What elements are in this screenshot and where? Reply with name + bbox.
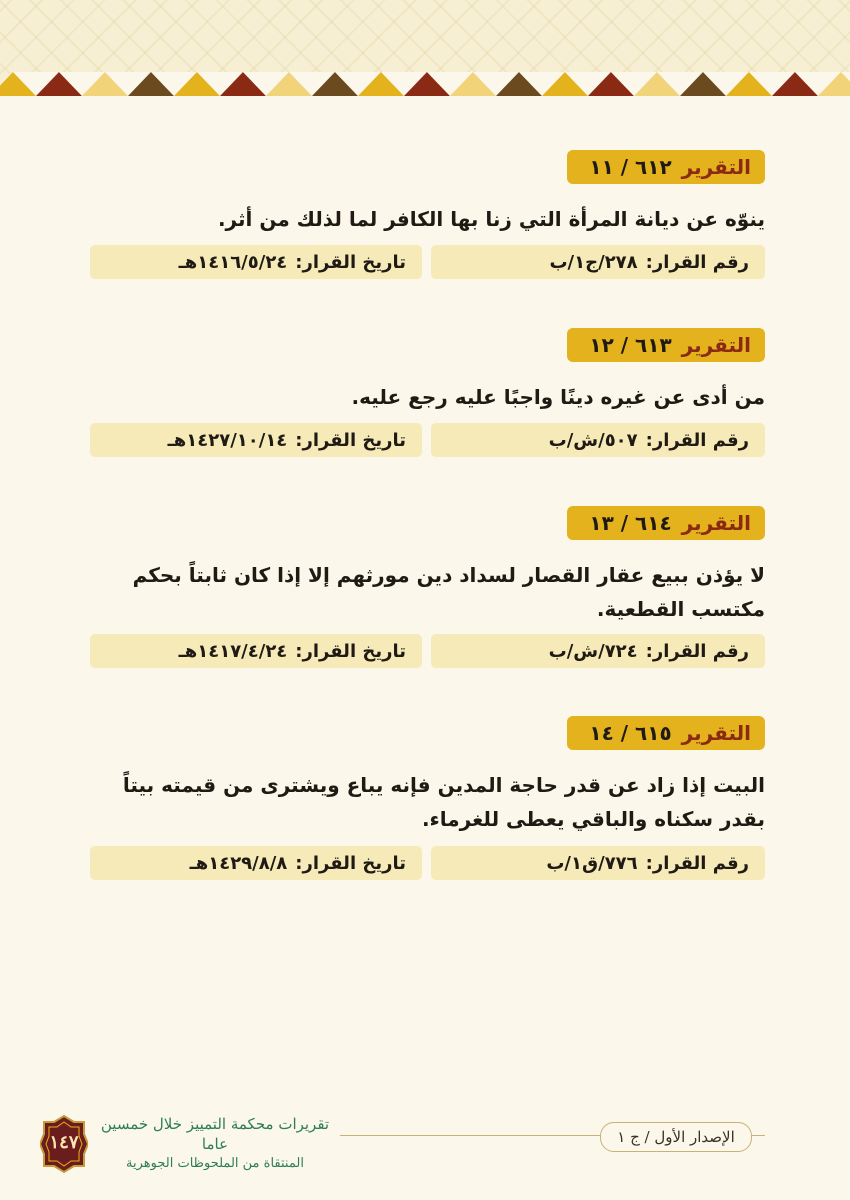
- ruling-text: لا يؤذن ببيع عقار القصار لسداد دين مورثهم إلا إذا كان ثابتاً بحكم مكتسب القطعية.: [132, 563, 765, 621]
- ruling-text: من أدى عن غيره دينًا واجبًا عليه رجع عليه.: [351, 385, 765, 409]
- decision-number-label: رقم القرار:: [645, 852, 749, 874]
- decision-number-box: [431, 846, 765, 880]
- book-title-line2: المنتقاة من الملحوظات الجوهرية: [126, 1156, 304, 1171]
- decision-date-box: [90, 423, 422, 457]
- decision-number-box: [431, 245, 765, 279]
- decision-meta-row: [90, 423, 765, 457]
- report-heading: [567, 506, 765, 540]
- edition-label: الإصدار الأول / ج ١: [600, 1122, 752, 1152]
- heading-number: ٦١٣ / ١٢: [589, 333, 672, 357]
- decision-number-value: ٢٧٨/ج١/ب: [549, 251, 638, 273]
- decision-date-box: [90, 245, 422, 279]
- decision-date-value: ١٤١٧/٤/٢٤هـ: [178, 640, 288, 662]
- decision-date-value: ١٤٢٧/١٠/١٤هـ: [167, 429, 288, 451]
- decision-number-label: رقم القرار:: [645, 640, 749, 662]
- ruling-text: ينوّه عن ديانة المرأة التي زنا بها الكافر لما لذلك من أثر.: [217, 207, 765, 231]
- decision-date-label: تاريخ القرار:: [295, 640, 406, 662]
- ruling-text: البيت إذا زاد عن قدر حاجة المدين فإنه يباع ويشترى من قيمته بيتاً بقدر سكناه والباقي يعطى للغرماء.: [122, 773, 765, 831]
- report-heading: [567, 150, 765, 184]
- decision-date-label: تاريخ القرار:: [295, 852, 406, 874]
- decision-number-box: [431, 634, 765, 668]
- header-ornament: [0, 0, 850, 96]
- page-number-badge: [40, 1114, 88, 1174]
- decision-date-label: تاريخ القرار:: [295, 251, 406, 273]
- book-title-line1: تقريرات محكمة التمييز خلال خمسين عاما: [100, 1115, 330, 1153]
- decision-meta-row: [90, 634, 765, 668]
- decision-date-value: ١٤١٦/٥/٢٤هـ: [178, 251, 288, 273]
- report-section: [90, 328, 765, 458]
- decision-number-label: رقم القرار:: [645, 429, 749, 451]
- page-footer: [0, 1100, 850, 1200]
- decision-date-value: ١٤٢٩/٨/٨هـ: [189, 852, 288, 874]
- book-title: [100, 1114, 330, 1174]
- decision-number-box: [431, 423, 765, 457]
- decision-number-value: ٥٠٧/ش/ب: [548, 429, 638, 451]
- heading-label: التقرير: [681, 721, 751, 745]
- heading-number: ٦١٢ / ١١: [589, 155, 672, 179]
- decision-date-box: [90, 846, 422, 880]
- decision-date-label: تاريخ القرار:: [295, 429, 406, 451]
- report-heading: [567, 716, 765, 750]
- heading-label: التقرير: [681, 511, 751, 535]
- report-section: [90, 506, 765, 671]
- report-heading: [567, 328, 765, 362]
- heading-number: ٦١٥ / ١٤: [589, 721, 672, 745]
- decision-number-value: ٧٢٤/ش/ب: [548, 640, 638, 662]
- decision-meta-row: [90, 846, 765, 880]
- decision-date-box: [90, 634, 422, 668]
- decision-number-value: ٧٧٦/ق١/ب: [546, 852, 638, 874]
- report-section: [90, 716, 765, 881]
- report-section: [90, 150, 765, 280]
- heading-label: التقرير: [681, 333, 751, 357]
- page-number: ١٤٧: [49, 1132, 79, 1153]
- heading-number: ٦١٤ / ١٣: [589, 511, 672, 535]
- heading-label: التقرير: [681, 155, 751, 179]
- decision-number-label: رقم القرار:: [645, 251, 749, 273]
- triangle-border-icon: [0, 62, 850, 96]
- decision-meta-row: [90, 245, 765, 279]
